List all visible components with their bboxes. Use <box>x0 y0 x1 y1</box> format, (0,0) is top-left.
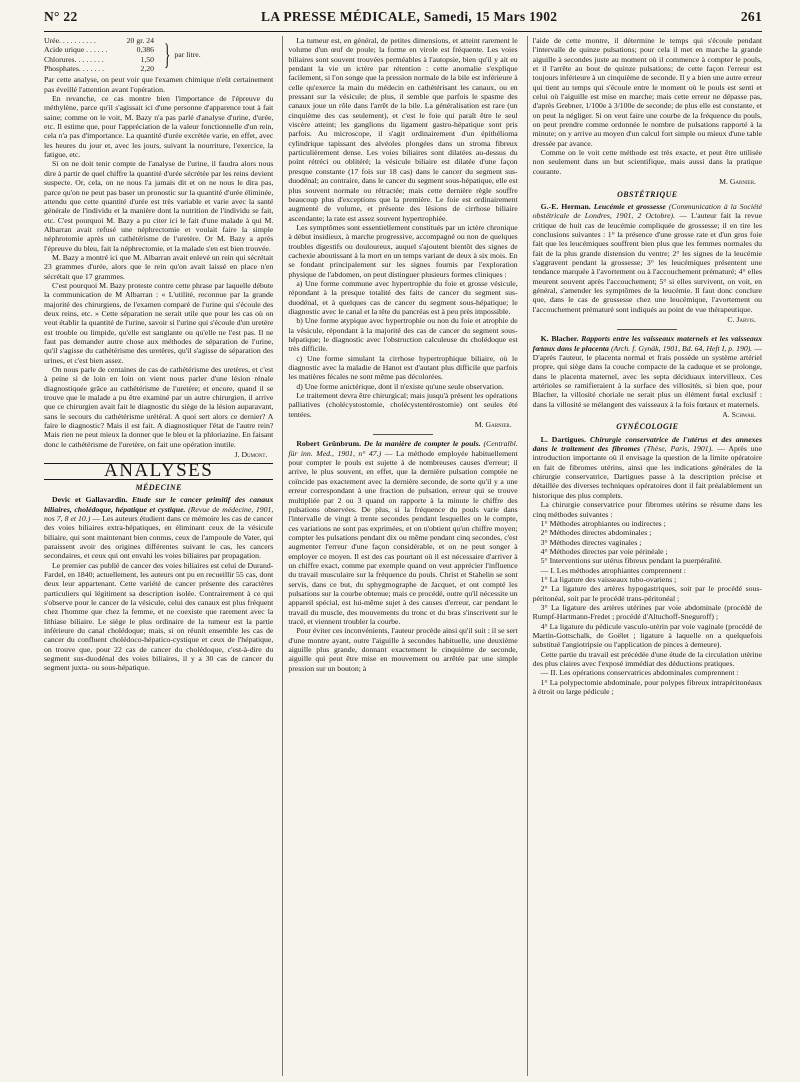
paragraph: La chirurgie conservatrice pour fibromes utérins se résume dans les cinq méthodes suivantes : <box>532 500 762 519</box>
section-heading-analyses: ANALYSES <box>44 463 273 479</box>
divider <box>617 329 677 330</box>
paragraph: C'est pourquoi M. Bazy proteste contre cette phrase par laquelle débute la communication de M Albarran : « L'utilité, reconnue par la grande majorité des chirurgiens, de l'examen comparé de l'urine qui s'écoule des deux reins, etc. » Cette séparation ne serait utile que pour les cas où on veut établir la quantité de l'urine, savoir si l'urine qui s'écoule d'un uretère est trouble ou limpide, qu'elle est sanglante ou qu'elle ne l'est pas. Il ne faut pas demander autre chose aux méthodes de séparation de l'urine, qu'il s'agisse du cathétérisme des uretères, qu'il s'agisse de séparation des urines, et c'est bien assez. <box>44 280 274 365</box>
article-text: — L'auteur fait la revue critique de huit cas de leucémie compliquée de grossesse; il en tire les conclusions suivantes : 1° la présence d'une grosse rate et d'un gros foie fait que les leucémiques souffrent bien plus que les femmes normales du fait de la plus grande distension du ventre; 2° les signes de la leucémie s'aggravent pendant la grossesse; 3° les leucémiques présentent une tendance marquée à l'avortement ou à l'accouchement prématuré; 4° elles meurent souvent après l'accouchement; 5° si elles survivent, on voit, en général, s'amender les symptômes de la leucémie. Il faut donc conclure que, dans le cas de grossesse chez une leucémique, l'avortement ou l'accouchement prématuré sont indiqués au point de vue thérapeutique. <box>532 211 762 314</box>
paragraph: a) Une forme commune avec hypertrophie du foie et grosse vésicule, répondant à la presque totalité des faits de cancer du segment sus-duodénal, et à quelques cas de cancer du segment sous-hépatique; le diagnostic avec le canal et la tête du pancréas est à peu près impossible. <box>288 278 518 316</box>
paragraph: Comme on le voit cette méthode est très exacte, et peut être utilisée non seulement dans un but scientifique, mais aussi dans la pratique courante. <box>532 148 762 176</box>
subsection-heading: OBSTÉTRIQUE <box>617 189 678 199</box>
subsection-heading: MÉDECINE <box>135 482 182 492</box>
subsection-heading: GYNÉCOLOGIE <box>616 422 679 432</box>
article-reference: (Communication à la Société obstétricale de Londres, 1901, 2 Octobre). <box>532 201 762 221</box>
list-item: 4° Méthodes directes par voie périnéale ; <box>540 546 668 556</box>
signature: M. Garnier. <box>474 420 512 430</box>
list-item: 5° Interventions sur utérus fibreux pendant la puerpéralité. <box>540 556 722 566</box>
lab-names <box>44 36 116 73</box>
lab-value: 2,20 <box>140 64 154 74</box>
issue-number: N° 22 <box>44 9 78 24</box>
paragraph: c) Une forme simulant la cirrhose hypertrophique biliaire, où le diagnostic avec la maladie de Hanot est d'autant plus difficile que parfois les matières fécales ne sont même pas décolorées. <box>288 353 518 382</box>
article <box>288 439 517 626</box>
article-author: Robert Grünbrum. <box>296 439 362 449</box>
list-item: 1° Méthodes atrophiantes ou indirectes ; <box>540 518 666 528</box>
list-item: 2° La ligature des artères hypogastriques, soit par le procédé sous-péritonéal, soit par le procédé trans-péritonéal ; <box>532 584 762 603</box>
paragraph: Le premier cas publié de cancer des voies biliaires est celui de Durand-Fardel, en 1840; actuellement, les auteurs ont pu en recueillir 55 cas, dont deux leur appartenant. Cette variété de cancer présente des caractères particuliers qui légitiment sa description isolée. Contrairement à ce qui s'observe pour le cancer de la vésicule, celui des canaux est plus fréquent chez l'homme que chez la femme, et ne coexiste que rarement avec la lithiase biliaire. Le siège le plus ordinaire de la tumeur est la partie inférieure du canal cholédoque; mais, si on réunit ensemble les cas de cancer du confluent cholédoco-hépatico-cystique et ceux de l'hépatique, on trouve que, pour 22 cas de cancer du cholédoque, c'est-à-dire du segment sus-duodénal des voies biliaires, il y a 30 cas de cancer du segment juxta- ou sous-hépatique. <box>44 560 274 673</box>
paragraph: Si on ne doit tenir compte de l'analyse de l'urine, il faudra alors nous dire à partir de quel chiffre la quantité d'urée sécrétée par les reins devient suspecte. Or, cela, on ne nous l'a jamais dit et on ne nous le dira pas, parce qu'on ne peut pas baser un pronostic sur la quantité d'urée éliminée, attendu que cette quantité d'urée est très variable et varie avec la santé générale de l'individu et la manière dont la nutrition de l'individu se fait, etc. C'est pourquoi M. Bazy a pu citer ici le fait d'une malade à qui M. Albarran avait refusé une néphrectomie et voulait faire la simple néphrotomie après un cathétérisme de l'uretère. Or M. Bazy a après l'épreuve du bleu, fait la néphrectomie, et la malade s'en est bien trouvée. <box>44 159 274 253</box>
journal-title: LA PRESSE MÉDICALE, Samedi, 15 Mars 1902 <box>261 9 558 24</box>
signature: C. Jarvis. <box>727 314 756 324</box>
signature: A. Schwab. <box>722 410 756 420</box>
article <box>44 495 273 560</box>
article-reference: (Centralbl. für inn. Med., 1901, n° 47.) <box>288 439 518 458</box>
paragraph: M. Bazy a montré ici que M. Albarran avait enlevé un rein qui sécrétait 23 grammes d'urée, alors que le rein qu'on avait laissé en place n'en sécrétait que 17 grammes. <box>44 252 274 281</box>
article-author: G.-E. Herman. <box>540 201 591 211</box>
section-subheading: — II. Les opérations conservatrices abdominales comprennent : <box>540 668 739 678</box>
paragraph: b) Une forme atypique avec hypertrophie ou non du foie et atrophie de la vésicule, répondant à la majorité des cas de cancer du segment sous-hépatique; le diagnostic avec l'obstruction calculeuse du cholédoque est très difficile. <box>288 316 518 354</box>
list-item: 4° La ligature du pédicule vasculo-utérin par voie vaginale (procédé de Martin-Gottschalk, de Goëlet ; ligature à laquelle on a quelquefois substitué l'angiotripsie ou l'application de pinces à demeure). <box>532 621 762 650</box>
section-subheading: — I. Les méthodes atrophiantes comprennent : <box>540 565 686 575</box>
lab-values <box>116 36 154 73</box>
article-title: De la manière de compter le pouls. <box>363 439 481 449</box>
article <box>533 334 762 409</box>
signature: J. Dumont. <box>234 450 268 460</box>
urine-analysis-table <box>44 36 273 73</box>
article-reference: (Arch. f. Gynäk, 1901, Bd. 64, Heft I, p. 190). <box>610 343 753 353</box>
article-text: — Après une introduction importante où il envisage la question de la limite opératoire en fait de fibromes utérins, ainsi que les indications générales de la chirurgie conservatrice, Dartigues passe à la description précise et détaillée des diverses techniques opératoires dont il fait préalablement un historique des plus complets. <box>532 444 762 500</box>
article-author: L. Dartigues. <box>540 434 586 444</box>
article-title: Rapports entre les vaisseaux maternels et les vaisseaux fœtaux dans le placenta <box>532 334 762 353</box>
paragraph: Cette partie du travail est précédée d'une étude de la circulation utérine des plus claires avec l'exposé immédiat des déductions pratiques. <box>532 649 762 668</box>
page-number: 261 <box>740 9 762 24</box>
article-text: — La méthode employée habituellement pour compter le pouls est sujette à de nombreuses causes d'erreur; il arrive, le plus souvent, en effet, que la dernière pulsation comptée ne coïncide pas exactement avec la dernière seconde, de sorte qu'il y a une erreur correspondant à une fraction de pulsation, erreur qui se trouve multipliée par 2 ou 3 quand on rapporte à la minute le chiffre des pulsations observées. De plus, si la fréquence du pouls varie dans l'intervalle de vingt à trente secondes pendant lesquelles on le compte, ces variations ne sont pas exprimées, et on n'obtient qu'un chiffre moyen; compter les pulsations pendant dix ou même pendant cinq secondes, c'est augmenter l'erreur d'une façon considérable, et on ne peut songer à employer ce moyen. Il est des cas pourtant où il est nécessaire d'arriver à un chiffre exact, comme par exemple quand on veut apprécier l'influence du travail musculaire sur la fréquence du pouls. Christ et Stahelin se sont servis, dans ce but, du sphygmographe de Jacquet, et ont compté les pulsations sur la courbe obtenue; mais ce procédé, outre qu'il nécessite un appareil spécial, est lui-même sujet à des causes d'erreur, car pendant le travail du muscle, des mouvements du tronc et du bras s'inscrivent sur le tracé, et viennent troubler la courbe. <box>288 448 518 626</box>
article-author: Devic et Gallavardin. <box>52 495 128 505</box>
paragraph: d) Une forme anictérique, dont il n'existe qu'une seule observation. <box>296 381 504 391</box>
divider <box>373 434 433 435</box>
paragraph: Le traitement devra être chirurgical; mais jusqu'à présent les opérations palliatives (cholécystostomie, cholécystentérostomie) ont seules été tentées. <box>288 391 518 419</box>
article <box>533 435 762 500</box>
lab-value: 0,386 <box>136 45 154 55</box>
article-text: — D'après l'auteur, le placenta normal et frais possède un système artériel propre, qui siège dans la couche compacte de la caduque et se prolonge, dans le placenta maternel, avec les septa déciduaux intervilleux. Ces artérioles se ramifieraient à la surface des villosités, si bien que, pour Blacher, la villosité choriale ne serait plus un élément fœtal exclusif : dans la villosité se mélangent des vaisseaux à la fois fœtaux et maternels. <box>532 343 762 409</box>
lab-name: Phosphates. . . . . . . <box>44 64 105 74</box>
article-title: Chirurgie conservatrice de l'utérus et des annexes dans le traitement des fibromes <box>532 434 762 454</box>
column-1 <box>44 36 273 1076</box>
paragraph: l'aide de cette montre, il détermine le temps qui s'écoule pendant l'intervalle de quinze pulsations; pour cela il met en marche la grande aiguille à secondes juste au moment où il commence à compter le pouls, et il l'arrête au bout de quinze pulsations; de cette façon l'erreur est toujours inférieure à un cinquième de seconde. Il y a bien une autre erreur qui tient au temps qui s'écoule entre le moment où le pouls est senti et celui où l'aiguille est mise en marche; mais cette erreur ne dépasse pas, d'après Grebner, 1/100e à 3/100e de seconde; de plus elle est constante, et on peut la négliger. Si on veut faire une courbe de la fréquence du pouls, on peut prendre comme ordonnée le nombre de pulsations rapporté à la minute; on y arrive au moyen d'un calcul fort simple ou mieux d'une table dressée par avance. <box>532 36 762 148</box>
list-item: 1° La ligature des vaisseaux tubo-ovariens ; <box>540 574 677 584</box>
paragraph: Les symptômes sont essentiellement constitués par un ictère chronique à début insidieux, à marche progressive, accompagné ou non de quelques troubles digestifs ou douloureux, auquel s'ajoutent bientôt des signes de cachexie aboutissant à la mort en un temps variant de deux à six mois. En se fondant principalement sur les signes fournis par l'exploration physique de l'abdomen, on peut distinguer plusieurs formes cliniques : <box>288 222 518 279</box>
article-reference: (Thèse, Paris, 1901). <box>643 444 714 454</box>
list-item: 2° Méthodes directes abdominales ; <box>540 528 652 538</box>
page-header <box>44 0 762 32</box>
lab-name: Urée. . . . . . . . . . <box>44 36 96 45</box>
lab-value: 1,50 <box>140 54 154 64</box>
signature: M. Garnier. <box>719 177 756 187</box>
brace-glyph: } <box>163 37 171 71</box>
paragraph: On nous parle de centaines de cas de cathétérisme des uretères, et c'est à peine si de loin en loin on vient nous parler d'une lésion rénale diagnostiquée grâce au cathétérisme de l'uretère; et encore, quand il se trouve que le malade a pu être examiné par un autre chirurgien, il arrive que ce chirurgien avait fait le diagnostic du siège de la lésion auparavant, sans le secours du cathétérisme urétéral. A quoi sert alors ce dernier? A faire le diagnostic? Mais il est fait. A diagnostiquer l'état de l'autre rein? Mais rien ne peut mieux la donner que le bleu et la phloriazine. En faisant donc le cathétérisme de l'uretère, on fait une opération inutile. <box>44 365 274 449</box>
lab-value: 20 gr. 24 <box>126 36 154 45</box>
paragraph: Par cette analyse, on peut voir que l'examen chimique n'eût certainement pas éveillé l'attention avant l'opération. <box>44 75 274 94</box>
lab-name: Acide urique . . . . . . <box>44 45 108 55</box>
article-author: K. Blacher. <box>540 334 579 344</box>
column-2 <box>282 36 517 1076</box>
list-item: 1° La polypectomie abdominale, pour polypes fibreux intrapéritonéaux à étroit ou large pédicule ; <box>532 677 762 697</box>
paragraph: Pour éviter ces inconvénients, l'auteur procède ainsi qu'il suit : il se sert d'une montre ayant, outre l'aiguille à secondes habituelle, une deuxième aiguille plus grande, donnant exactement le cinquième de seconde, aiguille qui peut être mise en mouvement ou arrêtée par une simple pression sur un bouton; à <box>288 626 518 673</box>
article <box>533 202 762 314</box>
article-text: — Les auteurs étudient dans ce mémoire les cas de cancer des voies biliaires extra-hépatiques, en éliminant ceux de la vésicule biliaire, qui sont maintenant bien connus, ceux de l'ampoule de Vater, qui paraissent avoir des origines différentes suivant le cas, les cancers secondaires, et ceux qui ont envahi les voies biliaires par propagation. <box>44 513 274 561</box>
article-title: Leucémie et grossesse <box>593 201 666 211</box>
columns <box>44 36 762 1076</box>
paragraph: En revanche, ce cas montre bien l'importance de l'épreuve du méthylène, parce qu'il s'agissait ici d'une personne d'apparence tout à fait saine; comme on le voit, M. Bazy n'a pas parlé d'analyse d'urine, d'urée, etc. Il estime que, pour l'appréciation de la valeur fonctionnelle d'un rein, cela n'a pas d'importance. La quantité d'urée excrétée varie, en effet, avec les heures du jour et, avec les jours, suivant la nourriture, l'exercice, la fatigue, etc. <box>44 94 274 160</box>
lab-name: Chlorures. . . . . . . . <box>44 54 104 64</box>
paragraph: La tumeur est, en général, de petites dimensions, et atteint rarement le volume d'un œuf de poule; la forme en virole est fréquente. Les voies biliaires sont souvent trouvées perméables à l'autopsie, bien qu'il y ait eu pendant la vie un ictère par rétention : cette anomalie s'explique facilement, si l'on songe que la pression normale de la bile est inférieure à celle qu'exerce la main du médecin en cathétérisant les canaux, ou en pressant sur la vésicule; de plus, il semble que parfois le spasme des canaux joue un rôle dans l'arrêt de la bile. La généralisation est rare (un cinquième des cas seulement), et c'est le foie qui paraît être le seul viscère atteint; les ganglions du ligament gastro-hépatique sont pris parfois. Au microscope, il s'agit ordinairement d'un épithélioma cylindrique tapissant des alvéoles plongées dans un stroma fibreux particulièrement dense. Les voies biliaires sont dilatées au-dessus du point rétréci ou oblitéré; la vésicule biliaire est dilatée d'une façon presque constante (17 fois sur 18 cas) dans le cancer du segment sus-duodénal; au contraire, dans le cancer du segment sous-hépatique, elle est plus souvent normale ou rétractée; mais cette dernière règle souffre beaucoup plus d'exceptions que la première. Le foie est ordinairement augmenté de volume, et présente des lésions de cirrhose biliaire ascendante; la rate est assez souvent hypertrophiée. <box>288 36 518 223</box>
lab-unit: par litre. <box>174 50 201 60</box>
list-item: 3° Méthodes directes vaginales ; <box>540 537 642 547</box>
list-item: 3° La ligature des artères utérines par voie abdominale (procédé de Rumpf-Hartmann-Fredet ; procédé d'Altuchoff-Sneguroff) ; <box>532 602 762 622</box>
article-title: Etude sur le cancer primitif des canaux biliaires, cholédoque, hépatique et cystique. <box>44 495 274 514</box>
article-reference: (Revue de médecine, 1901, nos 7, 8 et 10.) <box>44 504 274 523</box>
column-3 <box>527 36 762 1076</box>
